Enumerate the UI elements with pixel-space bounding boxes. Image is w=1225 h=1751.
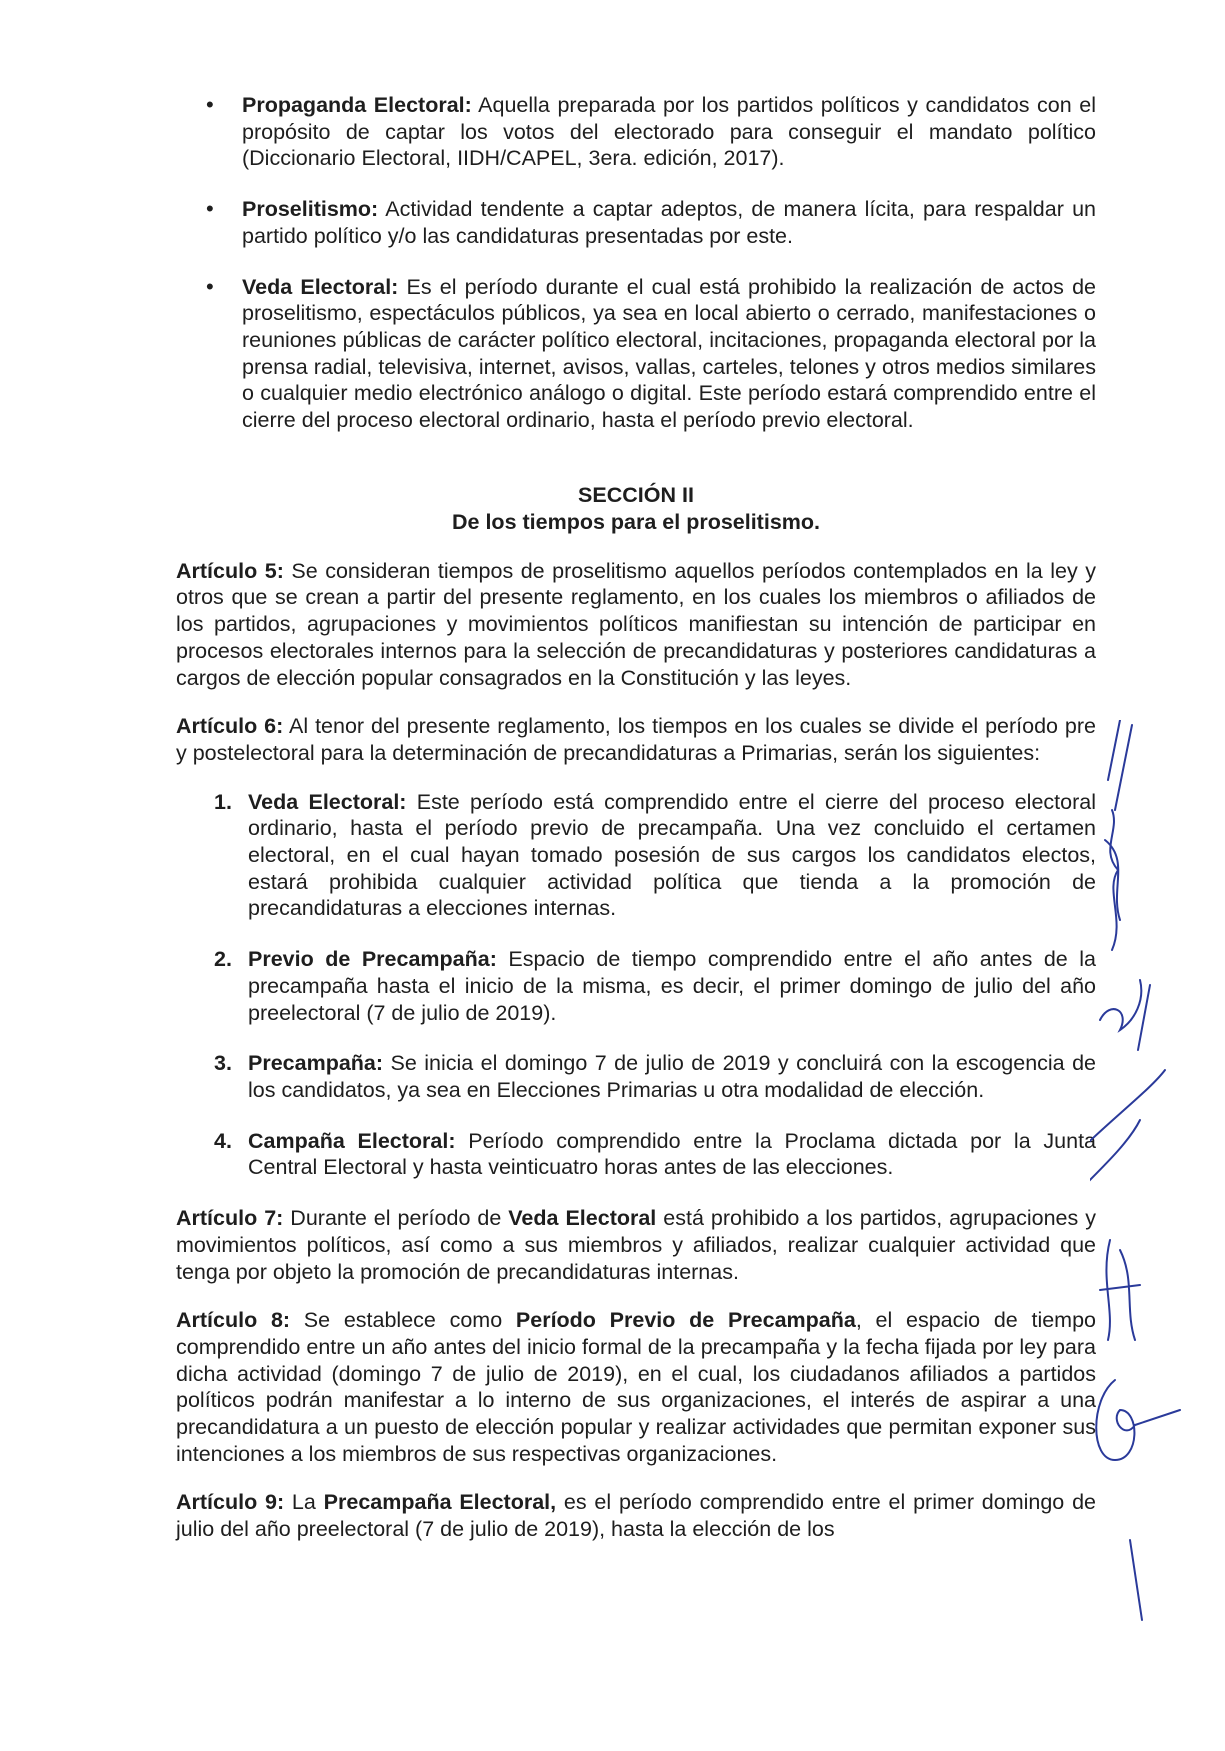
bullet-icon: •	[206, 196, 214, 222]
signature-stroke	[1115, 725, 1132, 810]
article-9: Artículo 9: La Precampaña Electoral, es el período comprendido entre el primer domingo de julio del año preelectoral (7 de julio de 2019), hasta la elección de los	[176, 1490, 1096, 1542]
signature-stroke	[1100, 980, 1150, 1050]
article-7: Artículo 7: Durante el período de Veda Electoral está prohibido a los partidos, agrupaciones y movimientos políticos, así como a sus miembros y afiliados, realizar cualquier actividad que tenga por objeto la promoción de precandidaturas internas.	[176, 1206, 1096, 1284]
bullet-icon: •	[206, 273, 214, 299]
signature-stroke	[1100, 1240, 1140, 1340]
section-subtitle: De los tiempos para el proselitismo.	[452, 509, 820, 534]
list-item: 3. Precampaña: Se inicia el domingo 7 de julio de 2019 y concluirá con la escogencia de los candidatos, ya sea en Elecciones Primarias u otra modalidad de elección.	[214, 1051, 1096, 1102]
signature-stroke	[1090, 1070, 1165, 1190]
article-5: Artículo 5: Se consideran tiempos de proselitismo aquellos períodos contemplados en la ley y otros que se crean a partir del presente reglamento, en los cuales los miembros o afiliados de los partidos, agrupaciones y movimientos políticos manifiestan su intención de participar en procesos electorales internos para la selección de precandidaturas y posteriores candidaturas a cargos de elección popular consagrados en la Constitución y las leyes.	[176, 558, 1096, 690]
section-title: SECCIÓN II	[578, 482, 694, 507]
article-6: Artículo 6: Al tenor del presente reglamento, los tiempos en los cuales se divide el período pre y postelectoral para la determinación de precandidaturas a Primarias, serán los siguientes:	[176, 714, 1096, 765]
article-8: Artículo 8: Se establece como Período Previo de Precampaña, el espacio de tiempo comprendido entre un año antes del inicio formal de la precampaña y la fecha fijada por ley para dicha actividad (domingo 7 de julio de 2019), en el cual, los ciudadanos afiliados a partidos políticos podrán manifestar a lo interno de sus organizaciones, el interés de aspirar a una precandidatura a un puesto de elección popular y realizar actividades que permitan exponer sus intenciones a los miembros de sus respectivas organizaciones.	[176, 1308, 1096, 1466]
signature-marks	[1090, 720, 1225, 1660]
definitions-list	[176, 92, 1096, 434]
signature-stroke	[1110, 810, 1118, 950]
list-item: • Proselitismo: Actividad tendente a captar adeptos, de manera lícita, para respaldar un partido político y/o las candidaturas presentadas por este.	[206, 196, 1096, 248]
list-item: 1. Veda Electoral: Este período está comprendido entre el cierre del proceso electoral ordinario, hasta el período previo de precampaña. Una vez concluido el certamen electoral, en el cual hayan tomado posesión de sus cargos los candidatos electos, estará prohibida cualquier actividad política que tienda a la promoción de precandidaturas a elecciones internas.	[214, 789, 1096, 921]
signature-stroke	[1096, 1380, 1180, 1460]
signature-stroke	[1108, 720, 1120, 780]
list-item: • Propaganda Electoral: Aquella preparada por los partidos políticos y candidatos con el propósito de captar los votos del electorado para conseguir el mandato político (Diccionario Electoral, IIDH/CAPEL, 3era. edición, 2017).	[206, 92, 1097, 171]
list-item: 4. Campaña Electoral: Período comprendido entre la Proclama dictada por la Junta Central Electoral y hasta veinticuatro horas antes de las elecciones.	[214, 1128, 1097, 1180]
handwritten-signatures	[1090, 720, 1225, 1660]
section-heading	[176, 482, 1096, 536]
bullet-icon: •	[206, 92, 214, 117]
periods-list	[176, 789, 1096, 1181]
list-item: • Veda Electoral: Es el período durante el cual está prohibido la realización de actos de proselitismo, espectáculos públicos, ya sea en local abierto o cerrado, manifestaciones o reuniones públicas de carácter político electoral, incitaciones, propaganda electoral por la prensa radial, televisiva, internet, avisos, vallas, carteles, telones y otros medios similares o cualquier medio electrónico análogo o digital. Este período estará comprendido entre el cierre del proceso electoral ordinario, hasta el período previo electoral.	[206, 273, 1096, 433]
document-body	[176, 92, 1096, 1565]
signature-stroke	[1105, 840, 1120, 920]
signature-stroke	[1130, 1540, 1142, 1620]
list-item: 2. Previo de Precampaña: Espacio de tiempo comprendido entre el año antes de la precampaña hasta el inicio de la misma, es decir, el primer domingo de julio del año preelectoral (7 de julio de 2019).	[214, 947, 1096, 1025]
